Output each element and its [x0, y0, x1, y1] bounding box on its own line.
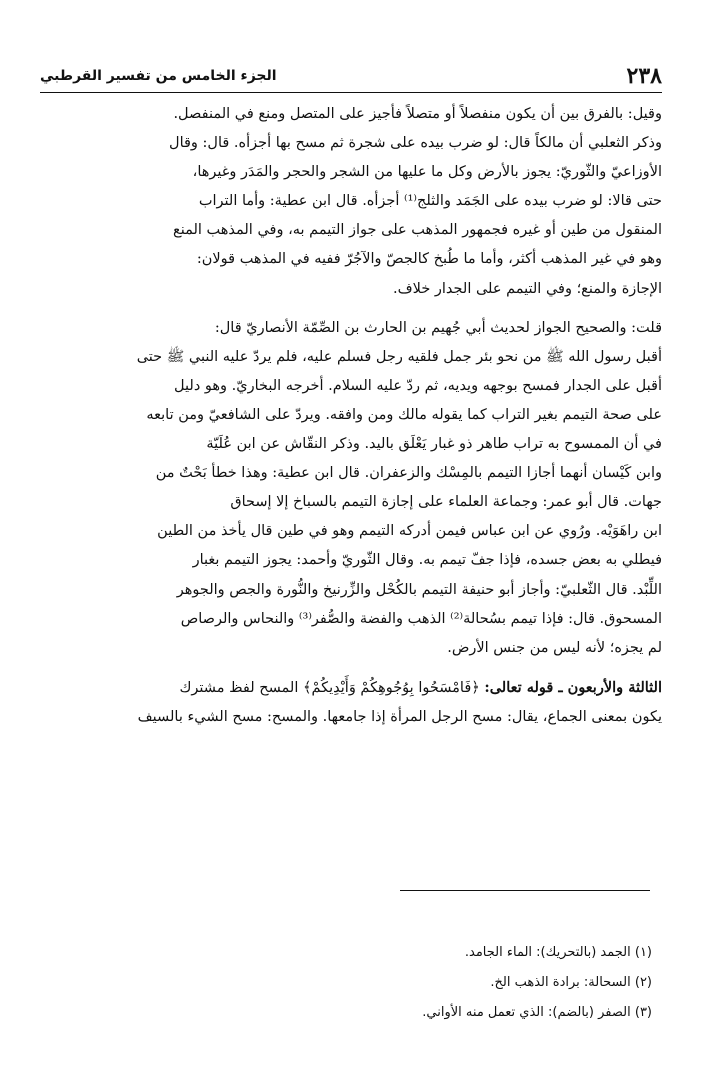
text-line: الإجازة والمنع؛ وفي التيمم على الجدار خلاف. [393, 280, 662, 297]
text-line: اللِّبْد. قال الثّعلبيّ: وأجاز أبو حنيفة التيمم بالكُحْل والزِّرنيخ والنُّورة والجص والجوهر [176, 581, 662, 598]
text-line: قلت: والصحيح الجواز لحديث أبي جُهيم بن الحارث بن الصِّمّة الأنصاريّ قال: [214, 319, 662, 336]
paragraph-2 [40, 314, 662, 663]
text-line: لم يجزه؛ لأنه ليس من جنس الأرض. [447, 639, 662, 656]
paragraph-3 [40, 673, 662, 732]
page-number: ٢٣٨ [626, 63, 662, 89]
text-line: في أن الممسوح به تراب طاهر ذو غبار يَعْلَق باليد. وذكر النقّاش عن ابن عُلَيّة [206, 436, 662, 453]
text-line: وهو في غير المذهب أكثر، وأما ما طُبخ كالجصّ والآجُرّ ففيه في المذهب قولان: [196, 251, 662, 268]
text-line: حتى قالا: لو ضرب بيده على الجَمَد والثلج⁽¹⁾ أجزأه. قال ابن عطية: وأما التراب [198, 193, 662, 210]
text-line: ابن راهَوَيْه. ورُوي عن ابن عباس فيمن أدركه التيمم وهو في طين قال يأخذ من الطين [157, 523, 662, 540]
text-line: المسحوق. قال: فإذا تيمم بسُحالة⁽²⁾ الذهب والفضة والصُّفر⁽³⁾ والنحاس والرصاص [180, 610, 662, 627]
footnote-3: (٣) الصفر (بالضم): الذي تعمل منه الأواني. [422, 1005, 652, 1020]
quran-verse-line: ﴿فَامْسَحُوا بِوُجُوهِكُمْ وَأَيْدِيكُمْ﴾ المسح لفظ مشترك [179, 679, 485, 696]
text-line: أقبل رسول الله ﷺ من نحو بئر جمل فلقيه رجل فسلم عليه، فلم يردّ عليه النبي ﷺ حتى [136, 348, 662, 365]
text-line: جهات. قال أبو عمر: وجماعة العلماء على إجازة التيمم بالسباخ إلا إسحاق [230, 494, 662, 511]
footnote-rule [400, 890, 650, 891]
text-line: أقبل على الجدار فمسح بوجهه ويديه، ثم ردّ عليه السلام. أخرجه البخاريّ. وهو دليل [174, 377, 662, 394]
text-line: على صحة التيمم بغير التراب كما يقوله مالك ومن وافقه. ويردّ على الشافعيّ ومن تابعه [146, 406, 662, 423]
header-rule [40, 92, 662, 93]
text-line: وقيل: بالفرق بين أن يكون منفصلاً أو متصلاً فأجيز على المتصل ومنع في المنفصل. [173, 106, 662, 122]
text-line: فيطلي به بعض جسده، فإذا جفّ تيمم به. وقال الثّوريّ وأحمد: يجوز التيمم بغبار [192, 552, 662, 569]
section-heading: الثالثة والأربعون ـ قوله تعالى: [484, 678, 662, 696]
text-line: وابن كَيْسان أنهما أجازا التيمم بالمِسْك والزعفران. قال ابن عطية: وهذا خطأ بَحْتٌ من [155, 465, 662, 482]
text-line: المنقول من طين أو غيره فجمهور المذهب على جواز التيمم به، وفي المذهب المنع [172, 222, 662, 239]
body-text [40, 100, 662, 732]
page-header [40, 62, 662, 90]
text-line [40, 673, 662, 703]
footnote-1: (١) الجمد (بالتحريك): الماء الجامد. [464, 945, 652, 960]
running-title: الجزء الخامس من تفسير القرطبي [40, 68, 277, 84]
text-line: وذكر الثعلبي أن مالكاً قال: لو ضرب بيده على شجرة ثم مسح بها أجزأه. قال: وقال [169, 135, 662, 152]
text-line: يكون بمعنى الجماع، يقال: مسح الرجل المرأة إذا جامعها. والمسح: مسح الشيء بالسيف [137, 708, 662, 725]
paragraph-1 [40, 100, 662, 304]
text-line: الأوزاعيّ والثّوريّ: يجوز بالأرض وكل ما عليها من الشجر والحجر والمَدَر وغيرها، [192, 164, 662, 181]
footnote-2: (٢) السحالة: برادة الذهب الخ. [490, 975, 652, 990]
footnotes [40, 938, 652, 1028]
